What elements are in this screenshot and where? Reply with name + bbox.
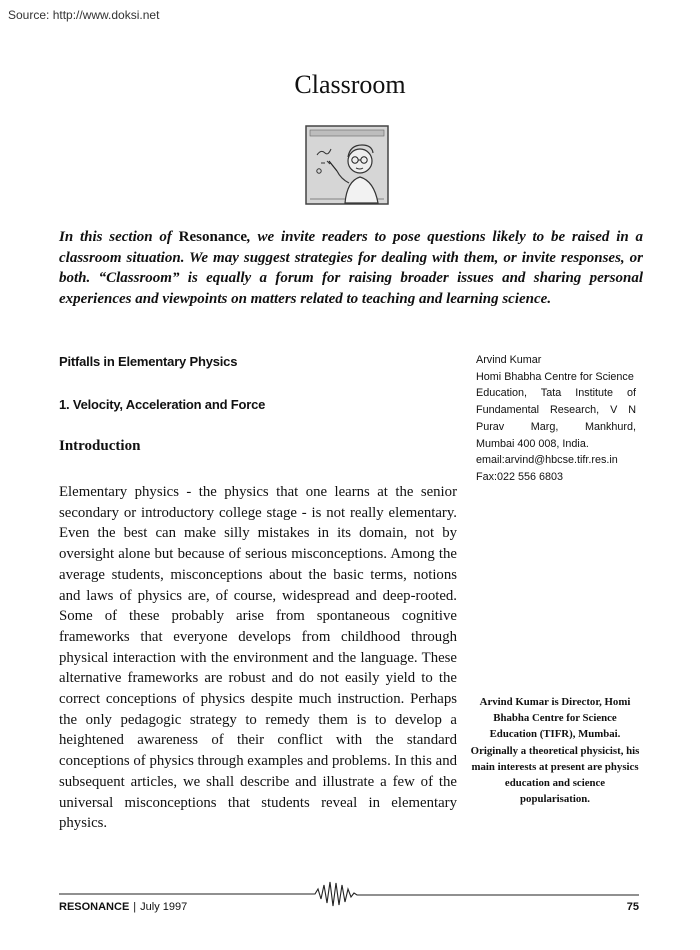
section-heading: Introduction	[59, 438, 141, 454]
author-affiliation-line: Education, Tata Institute of	[476, 387, 636, 400]
author-affiliation-line: Mumbai 400 008, India.	[476, 437, 589, 450]
author-name: Arvind Kumar	[476, 354, 542, 366]
series-heading: Pitfalls in Elementary Physics	[59, 354, 238, 369]
page-number: 75	[626, 901, 639, 913]
footer-separator: |	[133, 901, 137, 913]
author-details	[476, 352, 636, 486]
article-heading: 1. Velocity, Acceleration and Force	[59, 397, 266, 412]
footer-citation	[59, 901, 187, 913]
body-paragraph: Elementary physics - the physics that one learns at the senior secondary or introductory college stage - is not really elementary. Even the best can make silly mistakes in its domain, not by oversight alone but because of serious misconceptions. Among the average students, misconceptions about the basic terms, notions and laws of physics are, of course, widespread and deep-rooted. Some of these probably arise from spontaneous cognitive frameworks that everyone develops from childhood through physical interaction with the environment and the language. These alternative frameworks are robust and do not easily yield to the correct conceptions of physics despite much instruction. Perhaps the only pedagogic strategy to remedy them is to develop a heightened awareness of their conflict with the standard conceptions of physics through examples and problems. In this and subsequent articles, we shall describe and illustrate a few of the universal misconceptions that students reveal in elementary physics.	[59, 484, 457, 832]
author-fax: Fax:022 556 6803	[476, 470, 564, 483]
source-url: Source: http://www.doksi.net	[8, 8, 160, 22]
magazine-name: RESONANCE	[59, 901, 130, 913]
author-affiliation-line: Homi Bhabha Centre for Science	[476, 370, 634, 383]
intro-part-2: , we invite readers to pose questions likely to be raised in a classroom situation. We may suggest strategies for dealing with them, or invite responses, or both. “Classroom” is equally a forum for raising broader issues and sharing personal experiences and viewpoints on matters related to teaching and learning science.	[59, 229, 643, 307]
author-email: email:arvind@hbcse.tifr.res.in	[476, 454, 618, 467]
page-title: Classroom	[294, 70, 406, 99]
author-affiliation-line: Fundamental Research, V N	[476, 404, 636, 417]
author-bio: Arvind Kumar is Director, Homi Bhabha Centre for Science Education (TIFR), Mumbai. Originally a theoretical physicist, his main interests at present are physics education and science popularisation.	[470, 696, 640, 806]
intro-brand: Resonance	[178, 229, 247, 245]
author-affiliation-line: Purav Marg, Mankhurd,	[476, 420, 636, 433]
intro-part-1: In this section of	[59, 229, 179, 245]
intro-paragraph	[59, 227, 643, 309]
issue-date: July 1997	[140, 901, 188, 913]
teacher-at-blackboard-icon	[305, 125, 389, 205]
